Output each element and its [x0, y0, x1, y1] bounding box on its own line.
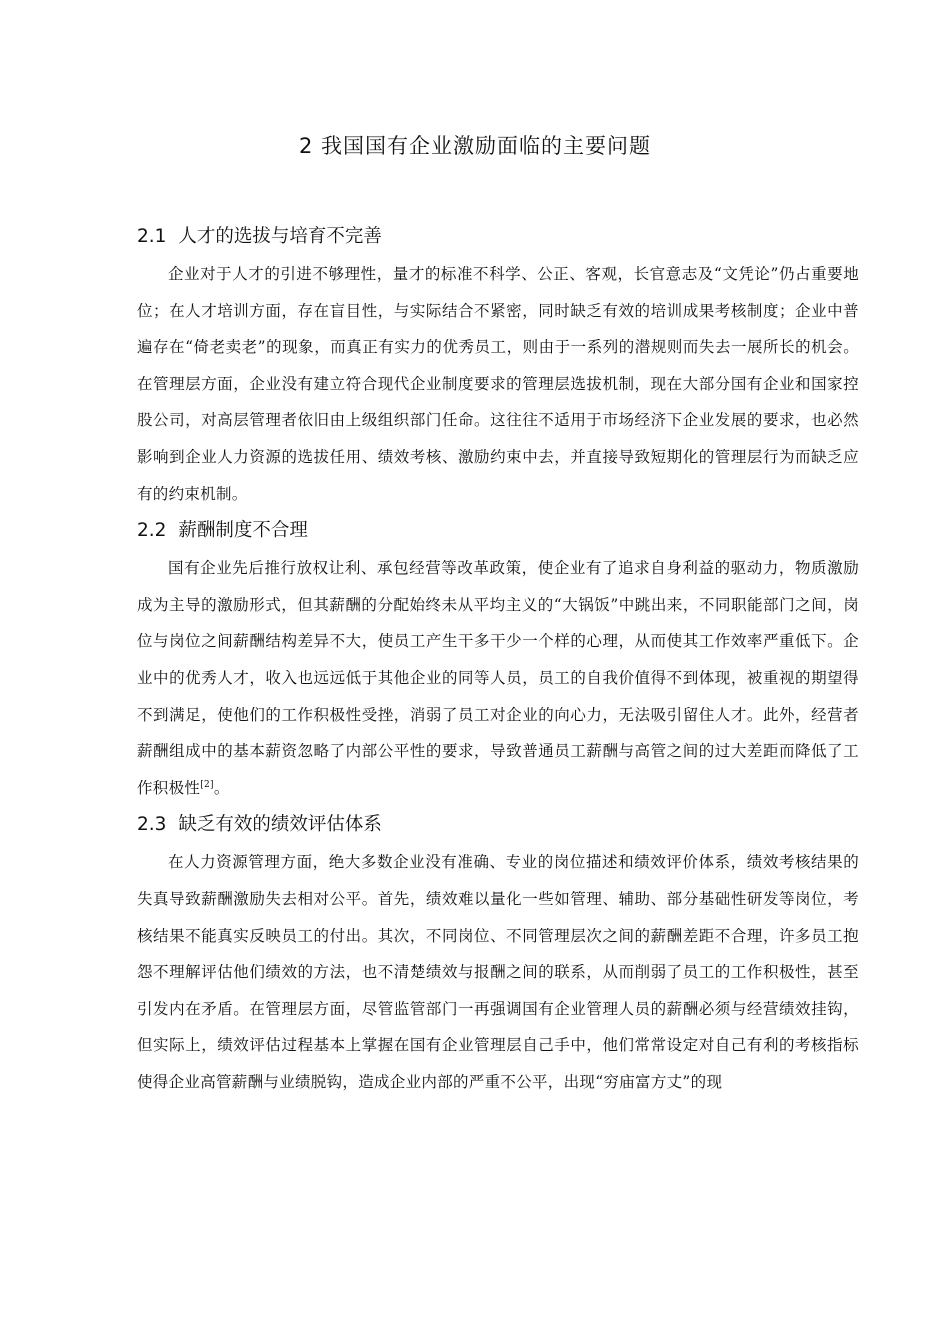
chapter-title: 2 我国国有企业激励面临的主要问题 — [298, 134, 652, 158]
section-title: 薪酬制度不合理 — [178, 520, 308, 542]
section-paragraph-2-1: 企业对于人才的引进不够理性，量才的标准不科学、公正、客观，长官意志及“文凭论”仍占重要地位；在人才培训方面，存在盲目性，与实际结合不紧密，同时缺乏有效的培训成果考核制度；企业中普遍存在“倚老卖老”的现象，而真正有实力的优秀员工，则由于一系列的潜规则而失去一展所长的机会。在管理层方面，企业没有建立符合现代企业制度要求的管理层选拔机制，现在大部分国有企业和国家控股公司，对高层管理者依旧由上级组织部门任命。这往往不适用于市场经济下企业发展的要求，也必然影响到企业人力资源的选拔任用、绩效考核、激励约束中去，并直接导致短期化的管理层行为而缺乏应有的约束机制。 — [137, 265, 859, 503]
section-number: 2.2 — [137, 520, 167, 542]
section-heading-2-1 — [137, 218, 859, 256]
paragraph-text: 国有企业先后推行放权让利、承包经营等改革政策，使企业有了追求自身利益的驱动力，物质激励成为主导的激励形式，但其薪酬的分配始终未从平均主义的“大锅饭”中跳出来，不同职能部门之间，岗位与岗位之间薪酬结构差异不大，使员工产生干多干少一个样的心理，从而使其工作效率严重低下。企业中的优秀人才，收入也远远低于其他企业的同等人员，员工的自我价值得不到体现，被重视的期望得不到满足，使他们的工作积极性受挫，消弱了员工对企业的向心力，无法吸引留住人才。此外，经营者薪酬组成中的基本薪资忽略了内部公平性的要求，导致普通员工薪酬与高管之间的过大差距而降低了工作积极性 — [137, 559, 859, 797]
section-paragraph-2-3: 在人力资源管理方面，绝大多数企业没有准确、专业的岗位描述和绩效评价体系，绩效考核结果的失真导致薪酬激励失去相对公平。首先，绩效难以量化一些如管理、辅助、部分基础性研发等岗位，考核结果不能真实反映员工的付出。其次，不同岗位、不同管理层次之间的薪酬差距不合理，许多员工抱怨不理解评估他们绩效的方法，也不清楚绩效与报酬之间的联系，从而削弱了员工的工作积极性，甚至引发内在矛盾。在管理层方面，尽管监管部门一再强调国有企业管理人员的薪酬必须与经营绩效挂钩，但实际上，绩效评估过程基本上掌握在国有企业管理层自己手中，他们常常设定对自己有利的考核指标使得企业高管薪酬与业绩脱钩，造成企业内部的严重不公平，出现“穷庙富方丈”的现 — [137, 853, 859, 1091]
paragraph-tail: 。 — [213, 778, 230, 797]
section-number: 2.3 — [137, 814, 167, 836]
section-heading-2-3 — [137, 806, 859, 844]
section-heading-2-2 — [137, 512, 859, 550]
section-paragraph-2-2 — [137, 550, 859, 806]
section-title: 人才的选拔与培育不完善 — [178, 226, 382, 247]
document-body — [137, 218, 859, 1100]
section-number: 2.1 — [137, 226, 167, 247]
citation-reference: [2] — [200, 779, 214, 790]
section-title: 缺乏有效的绩效评估体系 — [178, 814, 382, 836]
